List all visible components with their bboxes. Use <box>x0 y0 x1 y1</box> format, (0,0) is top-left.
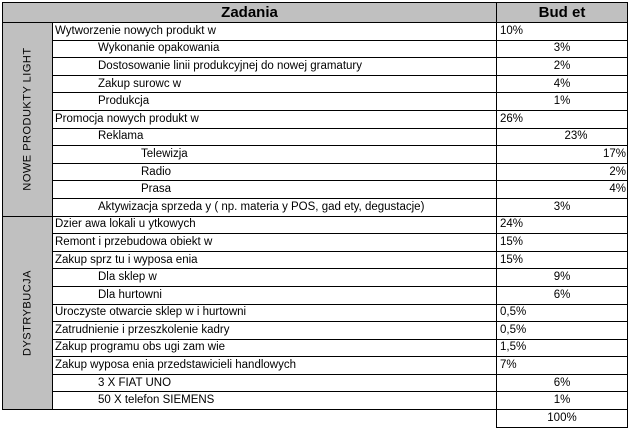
budget-cell: 3% <box>497 198 628 216</box>
budget-cell: 15% <box>497 251 628 269</box>
budget-cell: 26% <box>497 110 628 128</box>
table-row <box>3 198 628 216</box>
budget-cell: 7% <box>497 357 628 375</box>
task-cell: Uroczyste otwarcie sklep w i hurtowni <box>53 304 497 322</box>
task-cell: Reklama <box>53 128 497 146</box>
section-label-text: DYSTRYBUCJA <box>21 269 33 356</box>
task-cell: Wykonanie opakowania <box>53 40 497 58</box>
task-cell: 3 X FIAT UNO <box>53 374 497 392</box>
section-label <box>3 23 53 217</box>
task-cell: Zatrudnienie i przeszkolenie kadry <box>53 322 497 340</box>
header-tasks: Zadania <box>3 3 497 23</box>
task-cell: Dla hurtowni <box>53 286 497 304</box>
header-row <box>3 3 628 23</box>
table-row <box>3 339 628 357</box>
total-row <box>3 410 628 428</box>
task-cell: Dzier awa lokali u ytkowych <box>53 216 497 234</box>
table-row <box>3 269 628 287</box>
budget-cell: 2% <box>497 163 628 181</box>
budget-cell: 15% <box>497 234 628 252</box>
task-cell: Remont i przebudowa obiekt w <box>53 234 497 252</box>
table-row <box>3 58 628 76</box>
task-cell: Dla sklep w <box>53 269 497 287</box>
budget-cell: 10% <box>497 23 628 41</box>
table-row <box>3 93 628 111</box>
budget-cell: 2% <box>497 58 628 76</box>
header-budget: Bud et <box>497 3 628 23</box>
table-row <box>3 146 628 164</box>
budget-cell: 1% <box>497 93 628 111</box>
table-row <box>3 23 628 41</box>
task-cell: Zakup programu obs ugi zam wie <box>53 339 497 357</box>
task-cell: Zakup wyposa enia przedstawicieli handlowych <box>53 357 497 375</box>
budget-cell: 0,5% <box>497 322 628 340</box>
task-cell: Prasa <box>53 181 497 199</box>
task-cell: Aktywizacja sprzeda y ( np. materia y POS, gad ety, degustacje) <box>53 198 497 216</box>
table-row <box>3 322 628 340</box>
task-cell: 50 X telefon SIEMENS <box>53 392 497 410</box>
budget-cell: 1,5% <box>497 339 628 357</box>
task-cell: Radio <box>53 163 497 181</box>
section-label-text: NOWE PRODUKTY LIGHT <box>21 47 33 191</box>
budget-cell: 23% <box>497 128 628 146</box>
budget-cell: 17% <box>497 146 628 164</box>
total-budget: 100% <box>497 410 628 428</box>
budget-cell: 9% <box>497 269 628 287</box>
table-row <box>3 357 628 375</box>
budget-cell: 1% <box>497 392 628 410</box>
table-row <box>3 75 628 93</box>
section-label <box>3 216 53 410</box>
task-cell: Zakup sprz tu i wyposa enia <box>53 251 497 269</box>
budget-cell: 6% <box>497 374 628 392</box>
table-row <box>3 40 628 58</box>
table-row <box>3 392 628 410</box>
table-row <box>3 181 628 199</box>
table-row <box>3 110 628 128</box>
task-cell: Produkcja <box>53 93 497 111</box>
budget-cell: 6% <box>497 286 628 304</box>
task-cell: Telewizja <box>53 146 497 164</box>
table-row <box>3 216 628 234</box>
task-cell: Zakup surowc w <box>53 75 497 93</box>
table-row <box>3 304 628 322</box>
table-row <box>3 128 628 146</box>
budget-cell: 24% <box>497 216 628 234</box>
budget-cell: 0,5% <box>497 304 628 322</box>
table-row <box>3 374 628 392</box>
total-spacer <box>3 410 497 428</box>
task-cell: Dostosowanie linii produkcyjnej do nowej gramatury <box>53 58 497 76</box>
table-row <box>3 234 628 252</box>
table-row <box>3 163 628 181</box>
budget-cell: 3% <box>497 40 628 58</box>
table-row <box>3 251 628 269</box>
table-row <box>3 286 628 304</box>
task-cell: Wytworzenie nowych produkt w <box>53 23 497 41</box>
budget-cell: 4% <box>497 181 628 199</box>
budget-cell: 4% <box>497 75 628 93</box>
budget-table <box>2 2 628 428</box>
task-cell: Promocja nowych produkt w <box>53 110 497 128</box>
